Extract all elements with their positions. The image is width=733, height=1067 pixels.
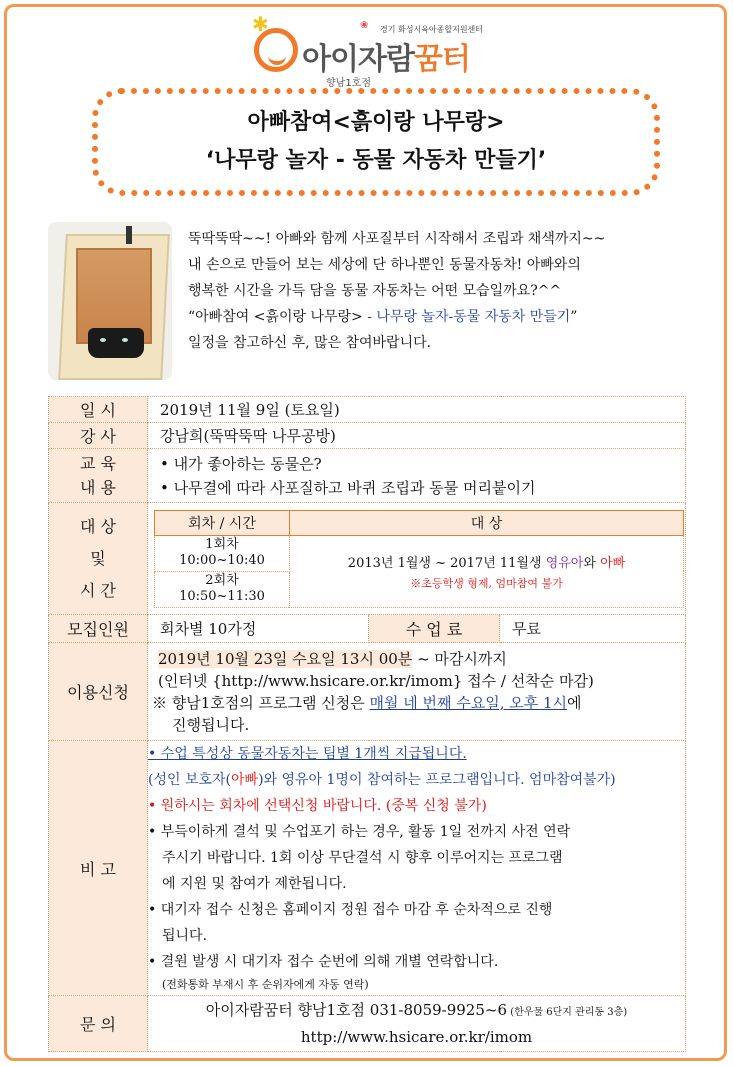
row-date <box>49 397 686 423</box>
apply-label: 이용신청 <box>49 643 148 741</box>
title-line-2: ‘나무랑 놀자 - 동물 자동차 만들기’ <box>205 148 547 173</box>
contact-label: 문 의 <box>49 996 148 1052</box>
apply-line: 2019년 10월 23일 수요일 13시 00분 ~ 마감시까지 <box>158 649 507 668</box>
intro-line: 내 손으로 만들어 보는 세상에 단 하나뿐인 동물자동차! 아빠와의 <box>188 257 581 273</box>
apply-value <box>148 643 686 741</box>
title-box <box>92 88 660 196</box>
note: (성인 보호자(아빠)와 영유아 1명이 참여하는 프로그램입니다. 엄마참여불가) <box>148 772 616 788</box>
notes-value <box>148 741 686 996</box>
intro-line: 일정을 참고하신 후, 많은 참여바랍니다. <box>188 335 432 351</box>
peg-shape <box>126 226 132 244</box>
contact-value <box>148 996 686 1052</box>
logo-name: 아이자람꿈터 <box>302 42 470 77</box>
date-label: 일 시 <box>49 397 148 423</box>
fee-value: 무료 <box>500 615 686 643</box>
target-desc <box>290 535 684 607</box>
date-value: 2019년 11월 9일 (토요일) <box>148 397 686 423</box>
row-content <box>49 449 686 503</box>
note: • 대기자 접수 신청은 홈페이지 정원 접수 마감 후 순차적으로 진행 <box>148 902 553 918</box>
contact-url: http://www.hsicare.or.kr/imom <box>300 1028 533 1046</box>
target-cell <box>148 503 686 615</box>
session-table <box>154 510 684 608</box>
logo <box>248 12 508 89</box>
info-table <box>48 396 686 1052</box>
session-header: 회차 / 시간 <box>155 510 290 535</box>
note-small: (전화통화 부재시 후 순위자에게 자동 연락) <box>162 978 369 991</box>
apply-line: 진행됩니다. <box>172 715 250 734</box>
target-main: 2013년 1월생 ~ 2017년 11월생 영유아와 아빠 <box>347 555 626 571</box>
recruit-value: 회차별 10가정 <box>148 615 369 643</box>
target-note: ※초등학생 형제, 엄마참여 불가 <box>410 576 563 590</box>
content-item: • 나무결에 따라 사포질하고 바퀴 조립과 동물 머리붙이기 <box>160 478 536 497</box>
row-recruit <box>49 615 686 643</box>
title-line-1: 아빠참여<흙이랑 나무랑> <box>247 110 505 135</box>
intro-line: “아빠참여 <흙이랑 나무랑> - 나무랑 놀자-동물 자동차 만들기” <box>188 309 578 325</box>
fee-label: 수 업 료 <box>369 615 500 643</box>
cat-head-shape <box>88 328 144 358</box>
content-label: 교 육 내 용 <box>49 449 148 503</box>
apply-line: (인터넷 {http://www.hsicare.or.kr/imom} 접수 / 선착순 마감) <box>158 671 594 690</box>
note-cont: 주시기 바랍니다. 1회 이상 무단결석 시 향후 이루어지는 프로그램 <box>162 850 563 866</box>
intro-line: 행복한 시간을 가득 담을 동물 자동차는 어떤 모습일까요?^^ <box>188 283 562 299</box>
contact-line: 아이자람꿈터 향남1호점 031-8059-9925~6 (한우물 6단지 관리동 3층) <box>205 1001 628 1019</box>
session-1: 1회차 10:00~10:40 <box>155 535 290 571</box>
intro-text <box>188 226 688 356</box>
row-contact <box>49 996 686 1052</box>
target-label: 대 상 및 시 간 <box>49 503 148 615</box>
note: • 결원 발생 시 대기자 접수 순번에 의해 개별 연락합니다. <box>148 954 499 970</box>
teacher-label: 강 사 <box>49 423 148 449</box>
session-2: 2회차 10:50~11:30 <box>155 571 290 607</box>
row-apply <box>49 643 686 741</box>
row-notes <box>49 741 686 996</box>
logo-branch: 향남1호점 <box>326 78 372 89</box>
apply-line: ※ 향남1호점의 프로그램 신청은 매월 네 번째 수요일, 오후 1시에 <box>152 693 582 712</box>
wooden-car-photo <box>48 222 172 380</box>
target-header: 대 상 <box>290 510 684 535</box>
note: • 수업 특성상 동물자동차는 팀별 1개씩 지급됩니다. <box>148 746 467 762</box>
note: • 원하시는 회차에 선택신청 바랍니다. (중복 신청 불가) <box>148 798 487 814</box>
content-item: • 내가 좋아하는 동물은? <box>160 454 322 473</box>
logo-org: 경기 화성시육아종합지원센터 <box>380 25 484 34</box>
content-value <box>148 449 686 503</box>
row-target <box>49 503 686 615</box>
note: • 부득이하게 결석 및 수업포기 하는 경우, 활동 1일 전까지 사전 연락 <box>148 824 571 840</box>
note-cont: 됩니다. <box>162 928 208 944</box>
row-teacher <box>49 423 686 449</box>
teacher-value: 강남희(뚝딱뚝딱 나무공방) <box>148 423 686 449</box>
note-cont: 에 지원 및 참여가 제한됩니다. <box>162 876 347 892</box>
smile-face-icon <box>254 28 298 72</box>
org-mark-icon: ❀ <box>360 20 369 31</box>
star-icon: ✱ <box>252 12 269 36</box>
session-row <box>155 535 684 571</box>
recruit-label: 모집인원 <box>49 615 148 643</box>
notes-label: 비 고 <box>49 741 148 996</box>
intro-line: 뚝딱뚝딱~~! 아빠와 함께 사포질부터 시작해서 조립과 채색까지~~ <box>188 231 606 247</box>
